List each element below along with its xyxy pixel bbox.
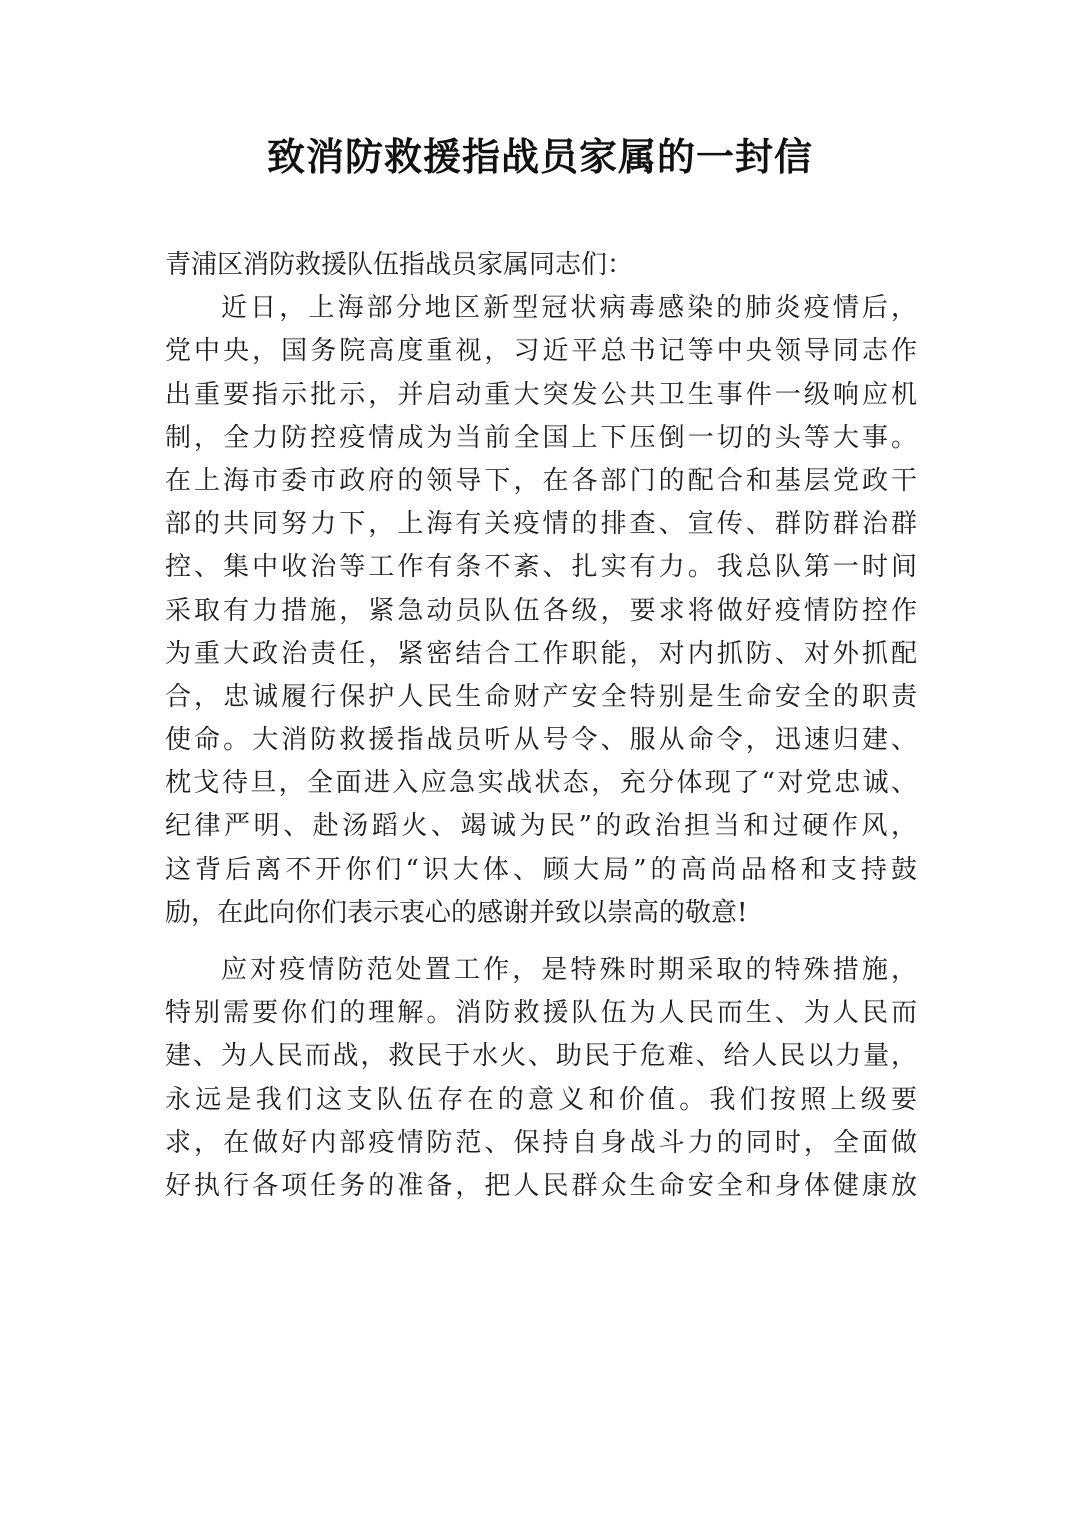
paragraph-line: 党中央，国务院高度重视，习近平总书记等中央领导同志作 bbox=[165, 336, 917, 367]
paragraph-line: 永远是我们这支队伍存在的意义和价值。我们按照上级要 bbox=[165, 1084, 917, 1115]
paragraph-line: 励，在此向你们表示衷心的感谢并致以崇高的敬意! bbox=[165, 897, 748, 928]
paragraph-line: 出重要指示批示，并启动重大突发公共卫生事件一级响应机 bbox=[165, 379, 917, 410]
paragraph-line: 好执行各项任务的准备，把人民群众生命安全和身体健康放 bbox=[165, 1170, 917, 1201]
paragraph-line: 特别需要你们的理解。消防救援队伍为人民而生、为人民而 bbox=[165, 998, 917, 1029]
paragraph-2 bbox=[165, 949, 917, 1208]
paragraph-line: 纪律严明、赴汤蹈火、竭诚为民”的政治担当和过硬作风， bbox=[165, 811, 917, 842]
paragraph-1 bbox=[165, 287, 917, 935]
salutation: 青浦区消防救援队伍指战员家属同志们： bbox=[165, 250, 634, 280]
paragraph-line: 求，在做好内部疫情防范、保持自身战斗力的同时，全面做 bbox=[165, 1127, 917, 1158]
letter-body bbox=[165, 244, 917, 1208]
paragraph-line: 在上海市委市政府的领导下，在各部门的配合和基层党政干 bbox=[165, 465, 917, 496]
paragraph-line: 这背后离不开你们“识大体、顾大局”的高尚品格和支持鼓 bbox=[165, 854, 917, 885]
paragraph-line: 建、为人民而战，救民于水火、助民于危难、给人民以力量， bbox=[165, 1041, 917, 1072]
paragraph-line: 为重大政治责任，紧密结合工作职能，对内抓防、对外抓配 bbox=[165, 638, 917, 669]
letter-title: 致消防救援指战员家属的一封信 bbox=[266, 135, 813, 179]
paragraph-line: 近日，上海部分地区新型冠状病毒感染的肺炎疫情后， bbox=[221, 293, 917, 324]
paragraph-line: 应对疫情防范处置工作，是特殊时期采取的特殊措施， bbox=[221, 955, 917, 985]
paragraph-line: 使命。大消防救援指战员听从号令、服从命令，迅速归建、 bbox=[165, 725, 917, 756]
paragraph-line: 采取有力措施，紧急动员队伍各级，要求将做好疫情防控作 bbox=[165, 595, 917, 626]
paragraph-line: 制，全力防控疫情成为当前全国上下压倒一切的头等大事。 bbox=[165, 422, 917, 453]
paragraph-spacer bbox=[165, 935, 917, 949]
paragraph-line: 合，忠诚履行保护人民生命财产安全特别是生命安全的职责 bbox=[165, 681, 917, 712]
paragraph-line: 枕戈待旦，全面进入应急实战状态，充分体现了“对党忠诚、 bbox=[165, 768, 917, 799]
paragraph-line: 部的共同努力下，上海有关疫情的排查、宣传、群防群治群 bbox=[165, 509, 917, 540]
paragraph-line: 控、集中收治等工作有条不紊、扎实有力。我总队第一时间 bbox=[165, 552, 917, 583]
